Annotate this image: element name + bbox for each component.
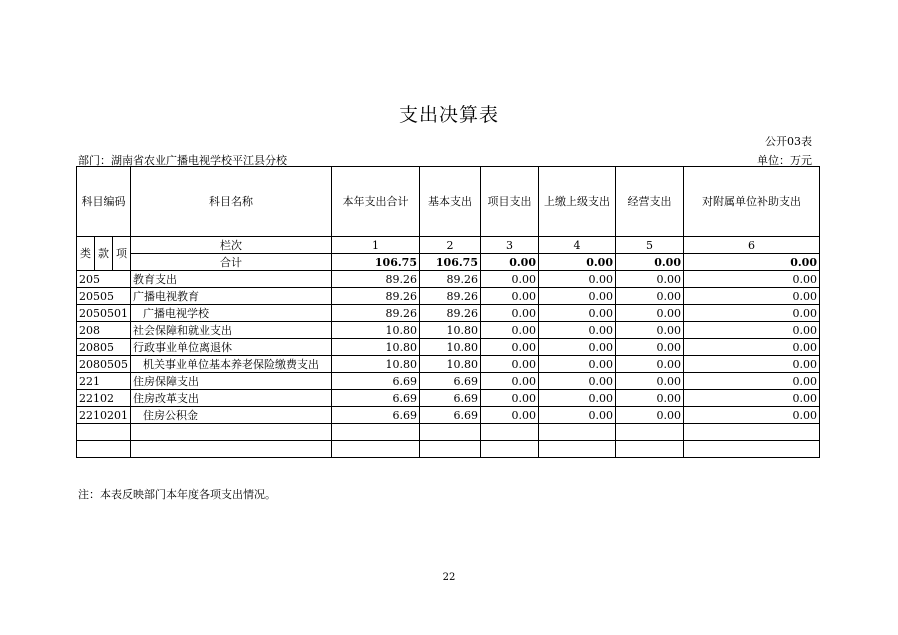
- amount-cell: 10.80: [332, 322, 420, 339]
- subject-name: 广播电视学校: [131, 305, 332, 322]
- table-row: [77, 390, 820, 407]
- amount-cell: 0.00: [684, 373, 820, 390]
- total-label: 合计: [131, 254, 332, 271]
- total-row: [77, 254, 820, 271]
- subject-name: 社会保障和就业支出: [131, 322, 332, 339]
- header-business: 经营支出: [616, 167, 684, 237]
- page-number: 22: [442, 572, 456, 583]
- empty-cell: [77, 441, 131, 458]
- empty-row: [77, 424, 820, 441]
- amount-cell: 6.69: [332, 373, 420, 390]
- subject-code: 2080505: [77, 356, 131, 373]
- amount-cell: 0.00: [481, 373, 539, 390]
- subject-code: 221: [77, 373, 131, 390]
- amount-cell: 0.00: [616, 407, 684, 424]
- column-number: 2: [420, 237, 481, 254]
- amount-cell: 0.00: [684, 271, 820, 288]
- subject-code: 20505: [77, 288, 131, 305]
- subject-name: 住房公积金: [131, 407, 332, 424]
- header-project: 项目支出: [481, 167, 539, 237]
- subject-code: 208: [77, 322, 131, 339]
- subject-code: 205: [77, 271, 131, 288]
- header-total: 本年支出合计: [332, 167, 420, 237]
- department-label: 部门：湖南省农业广播电视学校平江县分校: [78, 154, 287, 167]
- table-row: [77, 339, 820, 356]
- amount-cell: 10.80: [420, 356, 481, 373]
- table-row: [77, 356, 820, 373]
- empty-cell: [420, 441, 481, 458]
- header-basic: 基本支出: [420, 167, 481, 237]
- table-row: [77, 373, 820, 390]
- amount-cell: 0.00: [616, 322, 684, 339]
- empty-cell: [616, 441, 684, 458]
- header-xiang: 项: [112, 237, 130, 271]
- amount-cell: 0.00: [481, 339, 539, 356]
- column-number: 1: [332, 237, 420, 254]
- subject-name: 住房保障支出: [131, 373, 332, 390]
- amount-cell: 0.00: [481, 271, 539, 288]
- empty-cell: [539, 441, 616, 458]
- empty-cell: [420, 424, 481, 441]
- empty-cell: [77, 424, 131, 441]
- subject-name: 行政事业单位离退休: [131, 339, 332, 356]
- empty-cell: [332, 441, 420, 458]
- unit-label: 单位：万元: [757, 154, 812, 167]
- empty-cell: [684, 441, 820, 458]
- amount-cell: 0.00: [481, 322, 539, 339]
- total-value: 0.00: [539, 254, 616, 271]
- amount-cell: 10.80: [332, 339, 420, 356]
- total-value: 106.75: [332, 254, 420, 271]
- form-code: 公开03表: [765, 135, 812, 148]
- total-value: 106.75: [420, 254, 481, 271]
- amount-cell: 10.80: [420, 339, 481, 356]
- amount-cell: 0.00: [616, 356, 684, 373]
- amount-cell: 0.00: [539, 407, 616, 424]
- amount-cell: 0.00: [481, 407, 539, 424]
- subject-code: 2050501: [77, 305, 131, 322]
- table-row: [77, 305, 820, 322]
- total-value: 0.00: [684, 254, 820, 271]
- amount-cell: 10.80: [420, 322, 481, 339]
- amount-cell: 6.69: [332, 390, 420, 407]
- amount-cell: 0.00: [684, 390, 820, 407]
- subject-code: 22102: [77, 390, 131, 407]
- amount-cell: 0.00: [616, 288, 684, 305]
- amount-cell: 0.00: [539, 288, 616, 305]
- header-subject-name: 科目名称: [131, 167, 332, 237]
- empty-row: [77, 441, 820, 458]
- column-number-label: 栏次: [131, 237, 332, 254]
- subject-name: 广播电视教育: [131, 288, 332, 305]
- column-number: 5: [616, 237, 684, 254]
- column-number: 3: [481, 237, 539, 254]
- header-lei: 类: [77, 237, 95, 271]
- empty-cell: [332, 424, 420, 441]
- amount-cell: 0.00: [539, 271, 616, 288]
- amount-cell: 0.00: [616, 305, 684, 322]
- empty-cell: [684, 424, 820, 441]
- amount-cell: 0.00: [684, 305, 820, 322]
- amount-cell: 89.26: [332, 288, 420, 305]
- header-upper: 上缴上级支出: [539, 167, 616, 237]
- amount-cell: 0.00: [539, 390, 616, 407]
- table-row: [77, 288, 820, 305]
- amount-cell: 0.00: [616, 339, 684, 356]
- empty-cell: [616, 424, 684, 441]
- amount-cell: 0.00: [539, 356, 616, 373]
- total-value: 0.00: [616, 254, 684, 271]
- amount-cell: 89.26: [332, 271, 420, 288]
- subject-code: 2210201: [77, 407, 131, 424]
- table-row: [77, 322, 820, 339]
- amount-cell: 0.00: [481, 390, 539, 407]
- amount-cell: 0.00: [539, 373, 616, 390]
- empty-cell: [481, 441, 539, 458]
- amount-cell: 89.26: [332, 305, 420, 322]
- header-subsidy: 对附属单位补助支出: [684, 167, 820, 237]
- subject-code: 20805: [77, 339, 131, 356]
- footnote: 注：本表反映部门本年度各项支出情况。: [78, 488, 276, 501]
- amount-cell: 0.00: [616, 390, 684, 407]
- column-number: 4: [539, 237, 616, 254]
- amount-cell: 0.00: [616, 271, 684, 288]
- amount-cell: 10.80: [332, 356, 420, 373]
- amount-cell: 0.00: [539, 322, 616, 339]
- amount-cell: 0.00: [684, 339, 820, 356]
- amount-cell: 6.69: [420, 373, 481, 390]
- table-row: [77, 271, 820, 288]
- empty-cell: [481, 424, 539, 441]
- amount-cell: 0.00: [684, 322, 820, 339]
- empty-cell: [131, 441, 332, 458]
- column-number: 6: [684, 237, 820, 254]
- amount-cell: 6.69: [420, 407, 481, 424]
- empty-cell: [131, 424, 332, 441]
- total-value: 0.00: [481, 254, 539, 271]
- amount-cell: 6.69: [420, 390, 481, 407]
- subject-name: 机关事业单位基本养老保险缴费支出: [131, 356, 332, 373]
- amount-cell: 0.00: [539, 339, 616, 356]
- amount-cell: 89.26: [420, 288, 481, 305]
- amount-cell: 0.00: [539, 305, 616, 322]
- amount-cell: 0.00: [684, 288, 820, 305]
- amount-cell: 0.00: [684, 356, 820, 373]
- table-row: [77, 407, 820, 424]
- empty-cell: [539, 424, 616, 441]
- page-title: 支出决算表: [398, 104, 499, 126]
- amount-cell: 89.26: [420, 305, 481, 322]
- subject-name: 住房改革支出: [131, 390, 332, 407]
- amount-cell: 0.00: [684, 407, 820, 424]
- expenditure-table: [76, 166, 820, 458]
- amount-cell: 89.26: [420, 271, 481, 288]
- header-subject-code: 科目编码: [77, 167, 131, 237]
- amount-cell: 6.69: [332, 407, 420, 424]
- amount-cell: 0.00: [481, 305, 539, 322]
- header-kuan: 款: [94, 237, 112, 271]
- amount-cell: 0.00: [481, 288, 539, 305]
- amount-cell: 0.00: [481, 356, 539, 373]
- subject-name: 教育支出: [131, 271, 332, 288]
- amount-cell: 0.00: [616, 373, 684, 390]
